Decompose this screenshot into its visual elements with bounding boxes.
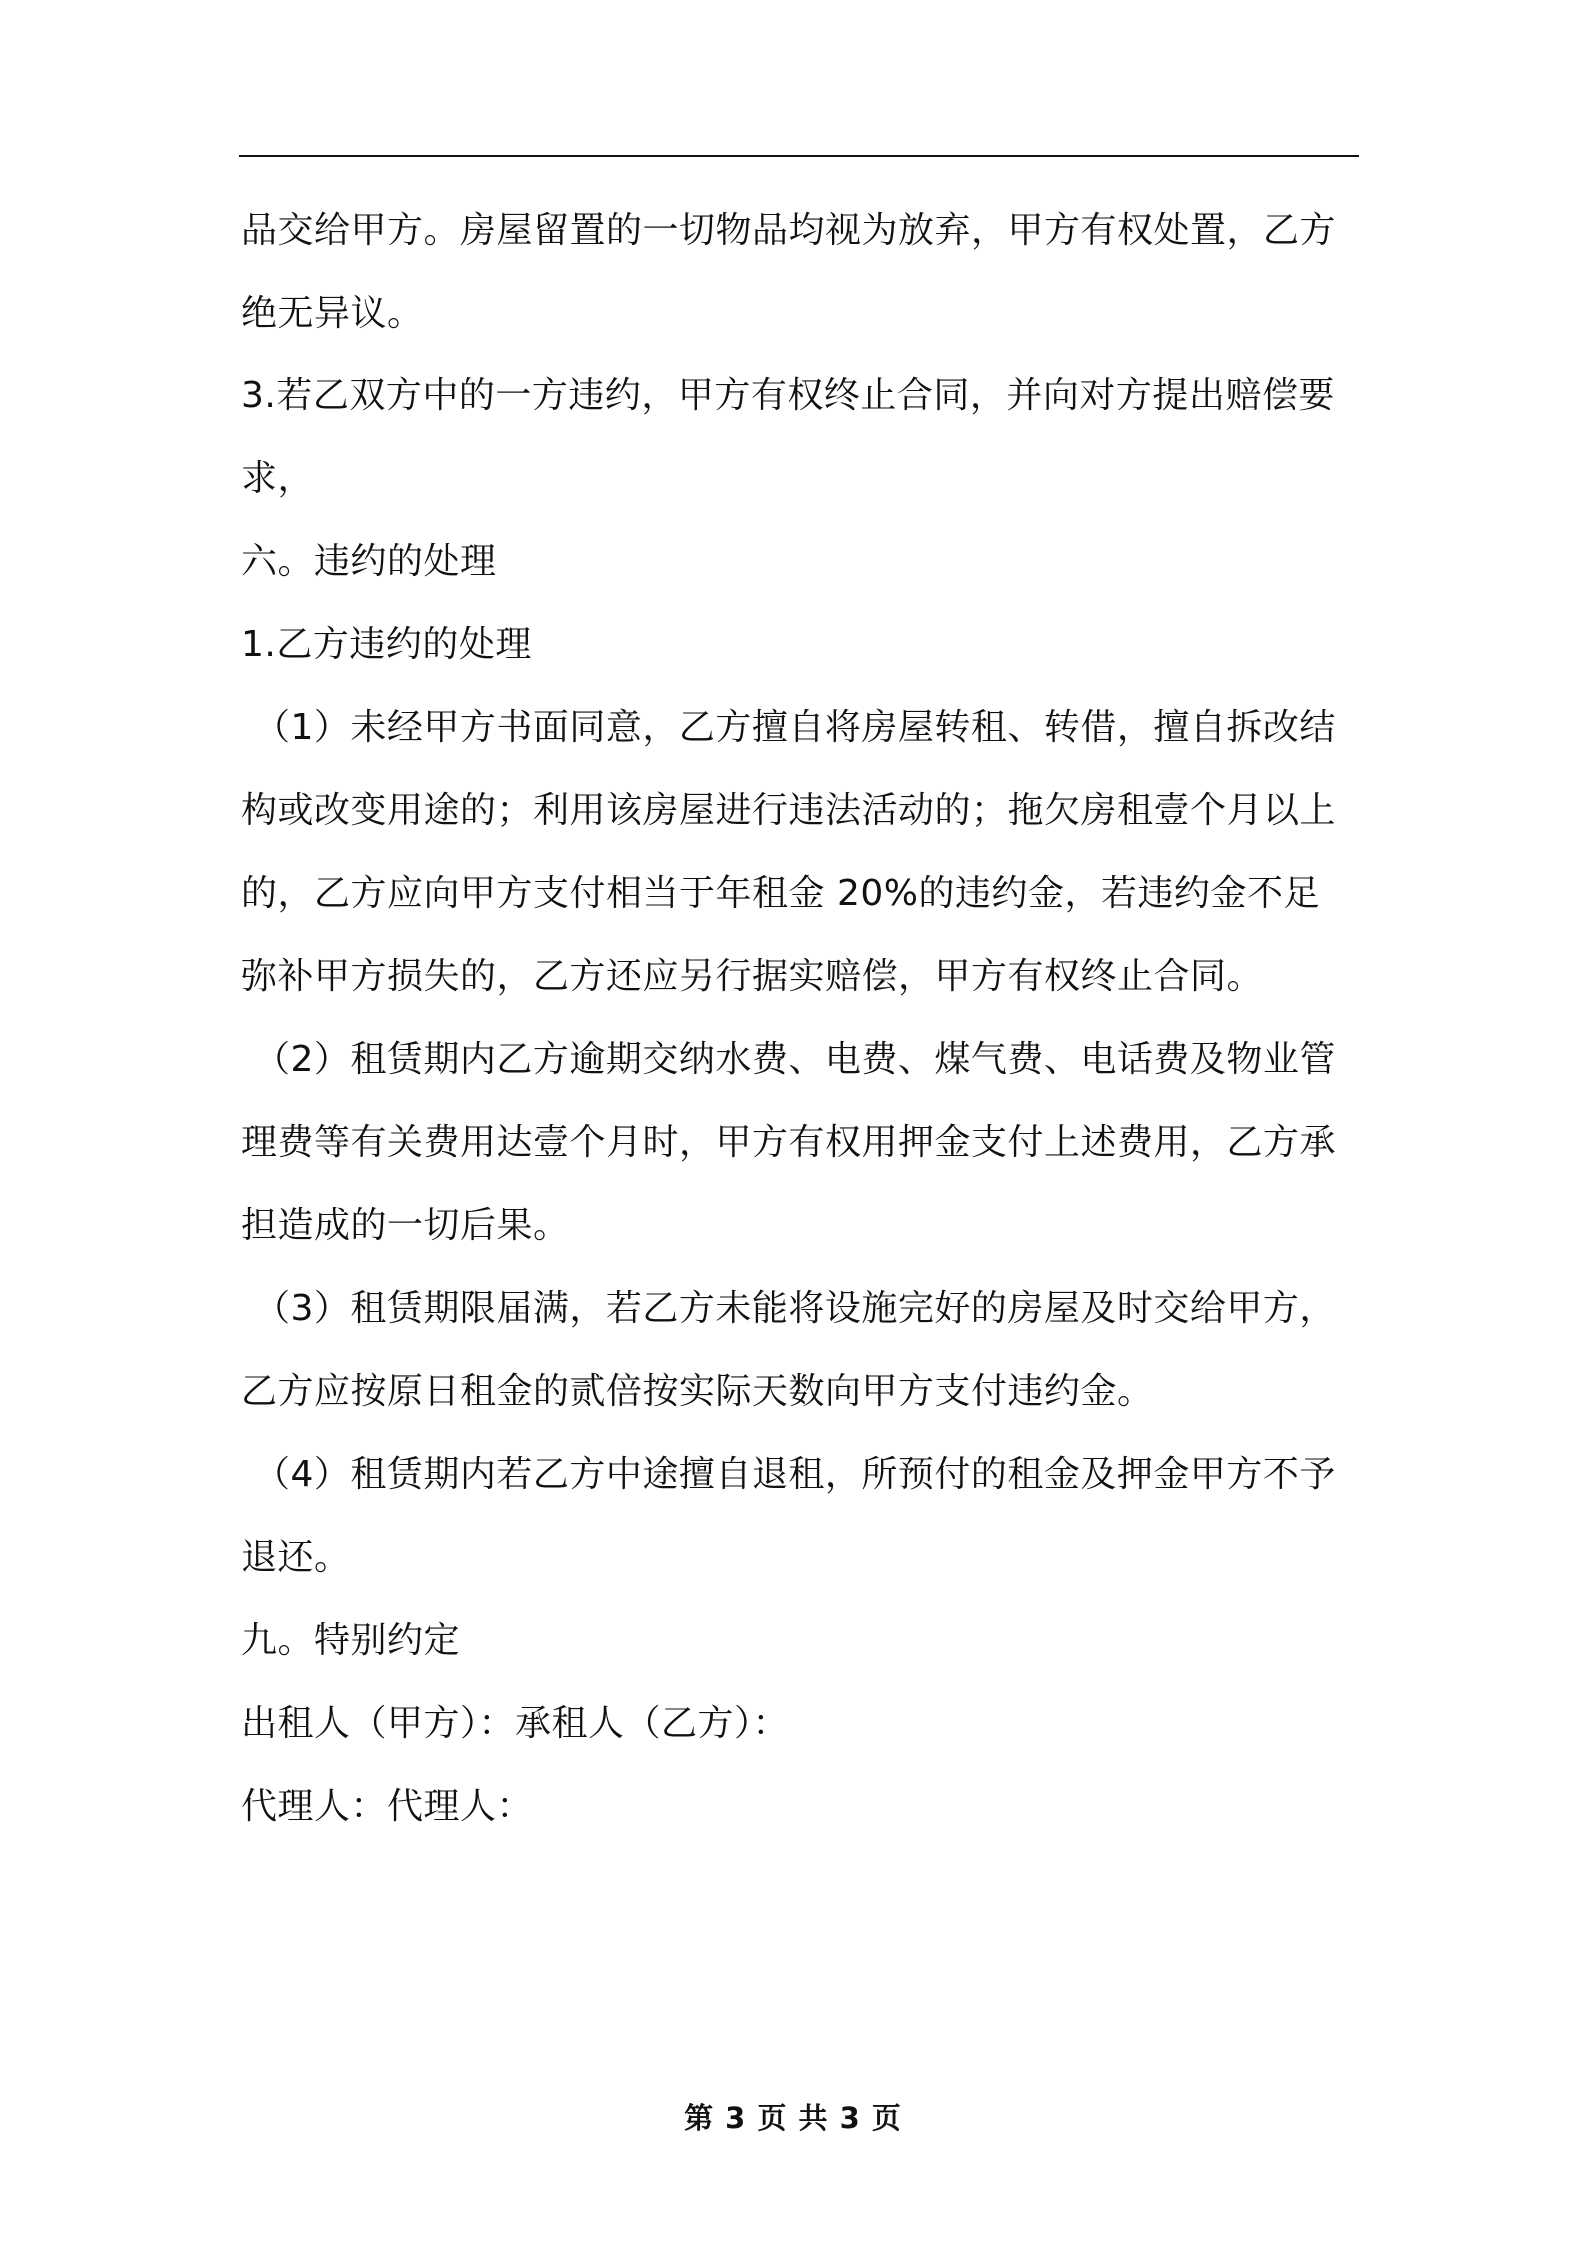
signature-line: 代理人：代理人： bbox=[241, 1786, 534, 1827]
section-heading: 六。违约的处理 bbox=[241, 541, 497, 582]
text-line: 担造成的一切后果。 bbox=[241, 1205, 570, 1246]
text-line: （1）未经甲方书面同意，乙方擅自将房屋转租、转借，擅自拆改结 bbox=[254, 707, 1336, 748]
text-line: 退还。 bbox=[241, 1537, 351, 1578]
text-line: 构或改变用途的；利用该房屋进行违法活动的；拖欠房租壹个月以上 bbox=[241, 790, 1337, 831]
text-line: 弥补甲方损失的，乙方还应另行据实赔偿，甲方有权终止合同。 bbox=[241, 956, 1264, 997]
header-divider bbox=[239, 155, 1359, 157]
text-line: 乙方应按原日租金的贰倍按实际天数向甲方支付违约金。 bbox=[241, 1371, 1154, 1412]
signature-line: 出租人（甲方）：承租人（乙方）： bbox=[241, 1703, 790, 1744]
text-line: （3）租赁期限届满，若乙方未能将设施完好的房屋及时交给甲方， bbox=[254, 1288, 1336, 1329]
text-line: 绝无异议。 bbox=[241, 293, 424, 334]
subsection-heading: 1.乙方违约的处理 bbox=[241, 624, 532, 665]
text-line: （4）租赁期内若乙方中途擅自退租，所预付的租金及押金甲方不予 bbox=[254, 1454, 1336, 1495]
text-line: （2）租赁期内乙方逾期交纳水费、电费、煤气费、电话费及物业管 bbox=[254, 1039, 1336, 1080]
text-line: 的，乙方应向甲方支付相当于年租金 20%的违约金，若违约金不足 bbox=[241, 873, 1320, 914]
text-line: 理费等有关费用达壹个月时，甲方有权用押金支付上述费用，乙方承 bbox=[241, 1122, 1337, 1163]
section-heading: 九。特别约定 bbox=[241, 1620, 461, 1661]
page-number: 第 3 页 共 3 页 bbox=[684, 2101, 902, 2135]
text-line: 求， bbox=[241, 458, 315, 499]
text-line: 3.若乙双方中的一方违约，甲方有权终止合同，并向对方提出赔偿要 bbox=[241, 375, 1335, 416]
text-line: 品交给甲方。房屋留置的一切物品均视为放弃，甲方有权处置，乙方 bbox=[241, 210, 1337, 251]
